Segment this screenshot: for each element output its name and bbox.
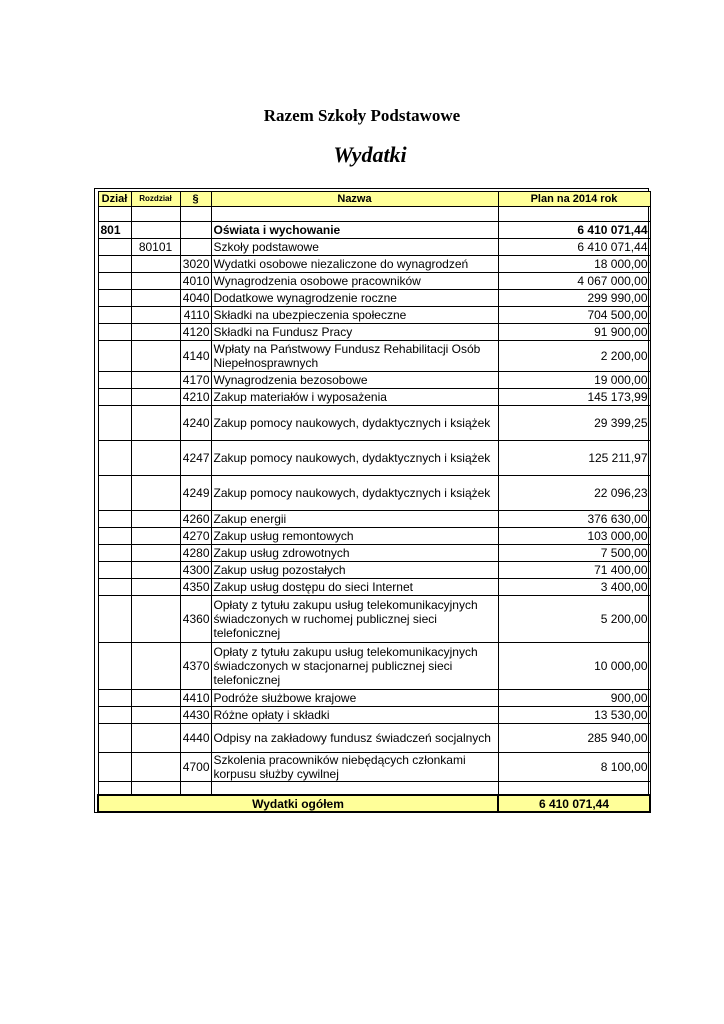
- row-plan: 7 500,00: [498, 545, 650, 562]
- row-plan: 10 000,00: [498, 643, 650, 690]
- row-name: Zakup materiałów i wyposażenia: [211, 389, 498, 406]
- section-plan: 6 410 071,44: [498, 222, 650, 239]
- page-subtitle: Wydatki: [333, 142, 407, 167]
- row-plan: 8 100,00: [498, 753, 650, 782]
- row-plan: 285 940,00: [498, 724, 650, 753]
- row-code: 4249: [180, 476, 211, 511]
- row-name: Zakup pomocy naukowych, dydaktycznych i książek: [211, 406, 498, 441]
- row-code: 4370: [180, 643, 211, 690]
- table-row: [98, 753, 650, 782]
- row-code: 4040: [180, 290, 211, 307]
- row-plan: 18 000,00: [498, 256, 650, 273]
- table-row: [98, 389, 650, 406]
- row-plan: 71 400,00: [498, 562, 650, 579]
- row-plan: 900,00: [498, 690, 650, 707]
- row-plan: 376 630,00: [498, 511, 650, 528]
- row-plan: 19 000,00: [498, 372, 650, 389]
- row-code: 4280: [180, 545, 211, 562]
- row-plan: 29 399,25: [498, 406, 650, 441]
- row-name: Składki na ubezpieczenia społeczne: [211, 307, 498, 324]
- row-code: 4247: [180, 441, 211, 476]
- row-name: Opłaty z tytułu zakupu usług telekomunikacyjnych świadczonych w stacjonarnej publicznej sieci telefonicznej: [211, 643, 498, 690]
- table-row: [98, 724, 650, 753]
- row-code: 4300: [180, 562, 211, 579]
- spacer-row: [98, 782, 650, 796]
- row-plan: 4 067 000,00: [498, 273, 650, 290]
- row-name: Zakup usług zdrowotnych: [211, 545, 498, 562]
- row-code: 4430: [180, 707, 211, 724]
- table-row: [98, 511, 650, 528]
- table-row: [98, 643, 650, 690]
- row-code: 4360: [180, 596, 211, 643]
- row-name: Zakup usług dostępu do sieci Internet: [211, 579, 498, 596]
- table-row: [98, 596, 650, 643]
- total-row: [98, 795, 650, 812]
- row-code: 4120: [180, 324, 211, 341]
- row-code: 4350: [180, 579, 211, 596]
- table-header-row: [98, 192, 650, 207]
- row-code: 4440: [180, 724, 211, 753]
- table-row: [98, 528, 650, 545]
- row-name: Szkolenia pracowników niebędących członkami korpusu służby cywilnej: [211, 753, 498, 782]
- row-code: 4270: [180, 528, 211, 545]
- header-nazwa: Nazwa: [211, 192, 498, 207]
- header-rozdzial: Rozdział: [131, 192, 180, 207]
- table-row: [98, 476, 650, 511]
- row-name: Zakup energii: [211, 511, 498, 528]
- table-row: [98, 545, 650, 562]
- row-plan: 3 400,00: [498, 579, 650, 596]
- chapter-row: [98, 239, 650, 256]
- row-code: 4700: [180, 753, 211, 782]
- row-code: 4140: [180, 341, 211, 372]
- row-plan: 704 500,00: [498, 307, 650, 324]
- row-code: 4240: [180, 406, 211, 441]
- row-name: Wpłaty na Państwowy Fundusz Rehabilitacji Osób Niepełnosprawnych: [211, 341, 498, 372]
- header-dzial: Dział: [98, 192, 131, 207]
- table-row: [98, 307, 650, 324]
- row-plan: 145 173,99: [498, 389, 650, 406]
- table-row: [98, 579, 650, 596]
- table-row: [98, 273, 650, 290]
- row-plan: 13 530,00: [498, 707, 650, 724]
- row-name: Zakup usług remontowych: [211, 528, 498, 545]
- chapter-name: Szkoły podstawowe: [211, 239, 498, 256]
- section-name: Oświata i wychowanie: [211, 222, 498, 239]
- row-code: 4410: [180, 690, 211, 707]
- page-title: Razem Szkoły Podstawowe: [263, 106, 461, 125]
- row-name: Zakup pomocy naukowych, dydaktycznych i książek: [211, 476, 498, 511]
- row-name: Wynagrodzenia bezosobowe: [211, 372, 498, 389]
- table-row: [98, 372, 650, 389]
- row-plan: 125 211,97: [498, 441, 650, 476]
- row-name: Zakup usług pozostałych: [211, 562, 498, 579]
- spacer-row: [98, 207, 650, 222]
- table-row: [98, 707, 650, 724]
- row-plan: 103 000,00: [498, 528, 650, 545]
- header-plan: Plan na 2014 rok: [498, 192, 650, 207]
- row-plan: 2 200,00: [498, 341, 650, 372]
- row-plan: 22 096,23: [498, 476, 650, 511]
- table-row: [98, 341, 650, 372]
- table-row: [98, 562, 650, 579]
- table-row: [98, 406, 650, 441]
- section-dzial: 801: [98, 222, 131, 239]
- row-name: Opłaty z tytułu zakupu usług telekomunikacyjnych świadczonych w ruchomej publicznej sieci telefonicznej: [211, 596, 498, 643]
- row-plan: 299 990,00: [498, 290, 650, 307]
- section-row: [98, 222, 650, 239]
- row-name: Zakup pomocy naukowych, dydaktycznych i książek: [211, 441, 498, 476]
- row-code: 4260: [180, 511, 211, 528]
- table-row: [98, 290, 650, 307]
- row-name: Składki na Fundusz Pracy: [211, 324, 498, 341]
- expenses-table: [97, 191, 651, 813]
- chapter-rozdzial: 80101: [131, 239, 180, 256]
- table-row: [98, 324, 650, 341]
- row-name: Odpisy na zakładowy fundusz świadczeń socjalnych: [211, 724, 498, 753]
- header-paragraf: §: [180, 192, 211, 207]
- row-name: Różne opłaty i składki: [211, 707, 498, 724]
- total-plan: 6 410 071,44: [498, 795, 650, 812]
- row-plan: 5 200,00: [498, 596, 650, 643]
- row-code: 4170: [180, 372, 211, 389]
- row-name: Wydatki osobowe niezaliczone do wynagrodzeń: [211, 256, 498, 273]
- table-row: [98, 256, 650, 273]
- table-row: [98, 690, 650, 707]
- row-name: Podróże służbowe krajowe: [211, 690, 498, 707]
- chapter-plan: 6 410 071,44: [498, 239, 650, 256]
- row-code: 4210: [180, 389, 211, 406]
- row-code: 3020: [180, 256, 211, 273]
- row-code: 4110: [180, 307, 211, 324]
- row-plan: 91 900,00: [498, 324, 650, 341]
- row-code: 4010: [180, 273, 211, 290]
- total-label: Wydatki ogółem: [98, 795, 498, 812]
- table-row: [98, 441, 650, 476]
- row-name: Wynagrodzenia osobowe pracowników: [211, 273, 498, 290]
- row-name: Dodatkowe wynagrodzenie roczne: [211, 290, 498, 307]
